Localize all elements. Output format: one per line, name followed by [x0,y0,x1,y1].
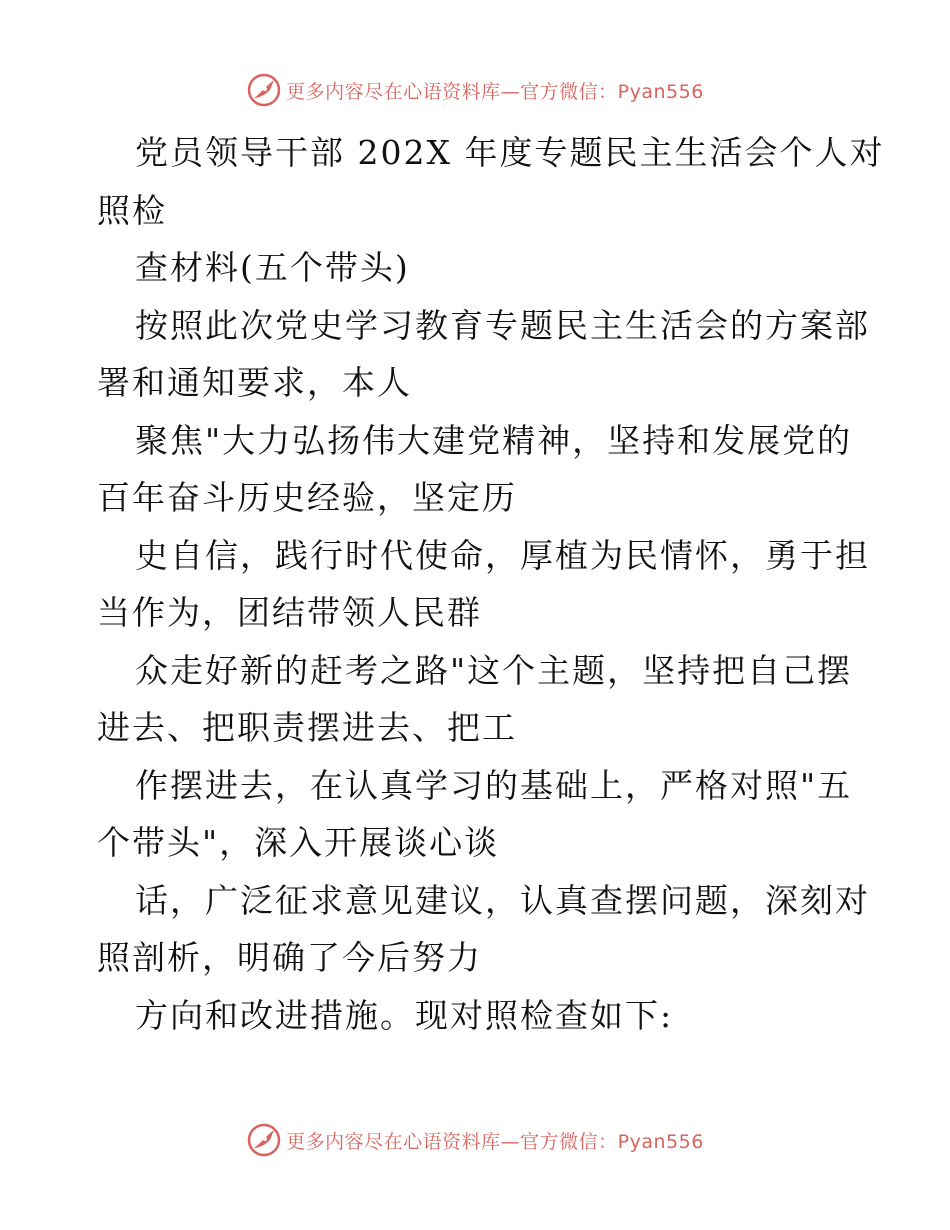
watermark-text: 更多内容尽在心语资料库—官方微信：Pyan556 [286,80,704,103]
document-line: 百年奋斗历史经验，坚定历 [97,478,517,517]
document-line: 聚焦"大力弘扬伟大建党精神，坚持和发展党的 [135,420,853,460]
document-line: 话，广泛征求意见建议，认真查摆问题，深刻对 [135,880,870,920]
document-line: 进去、把职责摆进去、把工 [97,708,517,747]
document-line: 史自信，践行时代使命，厚植为民情怀，勇于担 [135,535,870,575]
header-watermark [0,70,950,110]
document-line: 当作为，团结带领人民群 [97,593,482,632]
footer-watermark [0,1120,950,1160]
pen-nib-logo-icon [246,1122,282,1158]
document-body [97,124,885,1044]
document-line: 众走好新的赶考之路"这个主题，坚持把自己摆 [135,650,853,690]
document-line: 照剖析，明确了今后努力 [97,938,482,977]
watermark-text: 更多内容尽在心语资料库—官方微信：Pyan556 [286,1130,704,1153]
document-line: 照检 [97,190,167,230]
document-line: 个带头"，深入开展谈心谈 [97,823,500,862]
document-line: 署和通知要求，本人 [97,363,412,402]
document-line: 方向和改进措施。现对照检查如下: [135,995,674,1035]
document-line: 党员领导干部 202X 年度专题民主生活会个人对 [135,133,885,172]
pen-nib-logo-icon [246,72,282,108]
document-line: 作摆进去，在认真学习的基础上，严格对照"五 [135,765,853,805]
document-line: 按照此次党史学习教育专题民主生活会的方案部 [135,305,870,345]
document-line: 查材料(五个带头) [135,248,410,287]
